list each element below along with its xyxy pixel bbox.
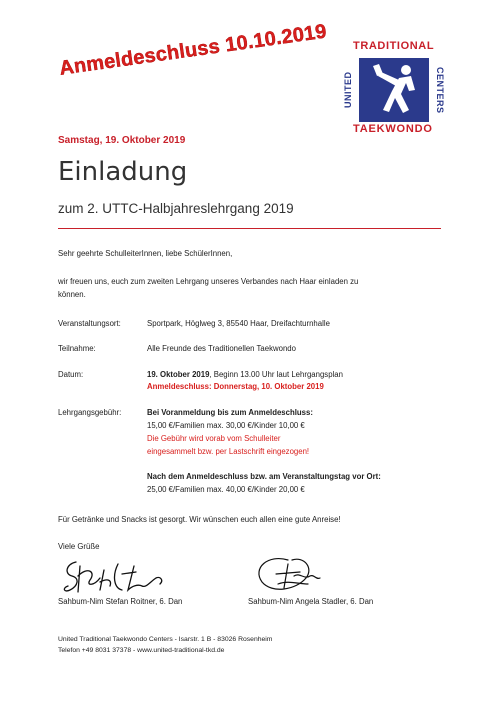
date-value — [147, 369, 343, 382]
early-fee-prices: 15,00 €/Familien max. 30,00 €/Kinder 10,00 € — [147, 421, 305, 430]
event-date-line: Samstag, 19. Oktober 2019 — [58, 135, 186, 146]
signer-2: Sahbum-Nim Angela Stadler, 6. Dan — [248, 597, 374, 606]
participation-value: Alle Freunde des Traditionellen Taekwondo — [147, 344, 296, 353]
late-fee-prices: 25,00 €/Familien max. 40,00 €/Kinder 20,00 € — [147, 485, 305, 494]
deadline-stamp: Anmeldeschluss 10.10.2019 — [58, 20, 329, 80]
venue-label: Veranstaltungsort: — [58, 319, 121, 328]
date-label: Datum: — [58, 370, 84, 379]
participation-label: Teilnahme: — [58, 344, 96, 353]
date-value-bold: 19. Oktober 2019 — [147, 370, 210, 379]
early-fee-note-2: eingesammelt bzw. per Lastschrift eingezogen! — [147, 447, 310, 456]
venue-value: Sportpark, Höglweg 3, 85540 Haar, Dreifachturnhalle — [147, 319, 330, 328]
signature-angela-stadler — [248, 550, 328, 596]
logo-emblem — [359, 58, 429, 122]
logo-text-right: CENTERS — [435, 66, 445, 114]
footer-address: United Traditional Taekwondo Centers - Isarstr. 1 B - 83026 Rosenheim — [58, 636, 273, 643]
late-fee-heading: Nach dem Anmeldeschluss bzw. am Veranstaltungstag vor Ort: — [147, 472, 381, 481]
signer-1: Sahbum-Nim Stefan Roitner, 6. Dan — [58, 597, 183, 606]
salutation: Sehr geehrte SchulleiterInnen, liebe SchülerInnen, — [58, 249, 233, 258]
early-fee-heading: Bei Voranmeldung bis zum Anmeldeschluss: — [147, 408, 313, 417]
date-value-rest: , Beginn 13.00 Uhr laut Lehrgangsplan — [209, 370, 343, 379]
uttc-logo — [345, 40, 445, 140]
early-fee-note-1: Die Gebühr wird vorab vom Schulleiter — [147, 434, 281, 443]
title-divider — [58, 228, 441, 229]
logo-text-bottom: TAEKWONDO — [353, 123, 433, 135]
page-subtitle: zum 2. UTTC-Halbjahreslehrgang 2019 — [58, 201, 294, 216]
footer-contact: Telefon +49 8031 37378 - www.united-traditional-tkd.de — [58, 647, 225, 654]
kicker-figure-icon — [359, 58, 429, 122]
closing-text: Für Getränke und Snacks ist gesorgt. Wir wünschen euch allen eine gute Anreise! — [58, 515, 341, 524]
intro-line-1: wir freuen uns, euch zum zweiten Lehrgang unseres Verbandes nach Haar einladen zu — [58, 277, 359, 286]
page-title: Einladung — [58, 157, 188, 187]
signature-stefan-roitner — [60, 556, 170, 598]
fee-label: Lehrgangsgebühr: — [58, 408, 122, 417]
logo-text-top: TRADITIONAL — [353, 40, 435, 52]
greeting: Viele Grüße — [58, 542, 100, 551]
registration-deadline: Anmeldeschluss: Donnerstag, 10. Oktober 2019 — [147, 382, 324, 391]
logo-text-left: UNITED — [343, 71, 353, 109]
intro-line-2: können. — [58, 290, 86, 299]
